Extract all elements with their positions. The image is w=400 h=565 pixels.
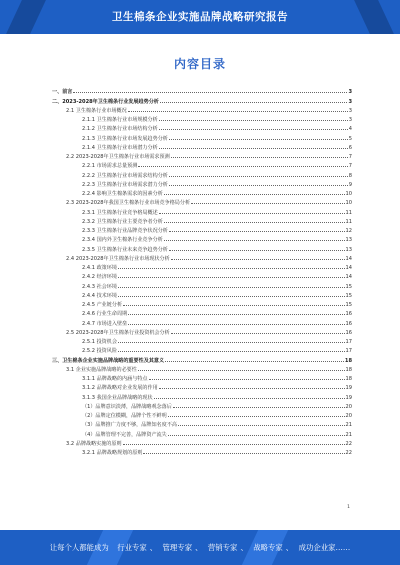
toc-entry-title: 2.3.3 卫生棉条行业品牌竞争状况分析 [82, 228, 168, 234]
toc-entry-page: 20 [345, 413, 352, 419]
toc-entry-title: 2.3.5 卫生棉条行业未来竞争趋势分析 [82, 246, 168, 253]
toc-entry-title: 二、2023-2028年卫生棉条行业发展趋势分析 [52, 98, 159, 105]
toc-entry-page: 4 [348, 126, 352, 133]
toc-entry-page: 21 [345, 422, 352, 429]
toc-entry-title: 一、前言 [52, 89, 73, 96]
toc-dot-leader [169, 176, 348, 177]
toc-dot-leader [159, 148, 348, 149]
toc-heading: 内容目录 [173, 57, 226, 71]
toc-entry[interactable] [52, 95, 352, 104]
toc-entry-title: 2.1 卫生棉条行业市场概况 [66, 107, 127, 114]
toc-dot-leader [128, 324, 344, 325]
toc-dot-leader [123, 305, 344, 306]
toc-entry[interactable] [52, 327, 352, 336]
toc-entry-page: 11 [345, 218, 352, 225]
toc-dot-leader [118, 277, 345, 278]
toc-entry-title: 2.1.3 卫生棉条行业市场发展趋势分析 [82, 135, 168, 142]
toc-entry-title: （1）品牌意识淡薄，品牌战略观念落后 [82, 403, 172, 410]
toc-entry-page: 5 [348, 135, 352, 142]
toc-dot-leader [118, 268, 345, 269]
toc-entry[interactable] [52, 188, 352, 197]
toc-entry-page: 18 [345, 376, 352, 382]
table-of-contents [52, 86, 352, 456]
toc-entry[interactable] [52, 225, 352, 234]
toc-entry[interactable] [52, 410, 352, 419]
toc-entry-title: 2.4.3 社会环境 [82, 283, 117, 290]
toc-entry-page: 11 [345, 209, 352, 216]
toc-entry-page: 19 [345, 385, 352, 392]
toc-entry-title: 3.1.2 品牌战略对企业发展的作用 [82, 385, 158, 392]
toc-entry-title: 2.3.2 卫生棉条行业主要竞争者分析 [82, 218, 163, 225]
toc-entry-page: 16 [345, 320, 352, 327]
toc-entry-page: 8 [348, 172, 352, 179]
toc-dot-leader [173, 407, 345, 408]
toc-dot-leader [128, 314, 344, 315]
report-title: 卫生棉条企业实施品牌战略研究报告 [112, 11, 288, 23]
toc-dot-leader [171, 157, 348, 158]
toc-dot-leader [165, 361, 344, 362]
footer-banner [0, 530, 400, 565]
toc-dot-leader [149, 379, 345, 380]
toc-entry-title: 2.4.2 经济环境 [82, 274, 117, 281]
toc-entry-page: 22 [345, 450, 352, 456]
toc-entry-page: 3 [348, 89, 352, 96]
toc-dot-leader [159, 213, 345, 214]
toc-entry-title: 3.2.1 品牌战略规划的原则 [82, 450, 143, 456]
toc-entry-page: 3 [348, 117, 352, 123]
page-number: 1 [347, 505, 350, 510]
toc-entry-title: 2.4.1 政策环境 [82, 265, 117, 271]
toc-entry-page: 6 [348, 144, 352, 151]
toc-entry-page: 3 [348, 107, 352, 114]
toc-entry[interactable] [52, 308, 352, 317]
toc-entry[interactable] [52, 345, 352, 354]
toc-dot-leader [164, 222, 345, 223]
toc-entry-title: 2.4.7 市场进入壁垒 [82, 320, 128, 327]
toc-dot-leader [138, 370, 345, 371]
toc-entry-title: 3.2 品牌战略实施的原则 [66, 440, 122, 447]
footer-slogan: 让每个人都能成为 行业专家 、 管理专家 、 营销专家 、 战略专家 、 成功企业家…… [49, 543, 351, 552]
toc-entry[interactable] [52, 234, 352, 243]
toc-dot-leader [118, 342, 345, 343]
toc-dot-leader [143, 453, 344, 454]
toc-entry-title: （4）品牌管理不完善，品牌资产流失 [82, 431, 167, 438]
toc-dot-leader [178, 425, 345, 426]
toc-entry-title: 3.1.1 品牌战略的内涵与特点 [82, 376, 148, 382]
toc-dot-leader [160, 102, 348, 103]
toc-entry[interactable] [52, 206, 352, 215]
toc-entry-title: （2）品牌定位模糊，品牌个性不鲜明 [82, 413, 167, 419]
toc-entry-title: 2.2.2 卫生棉条行业市场需求结构分析 [82, 172, 168, 179]
toc-entry-title: 2.2.1 市场需求总量预测 [82, 163, 138, 170]
toc-entry-page: 22 [345, 440, 352, 447]
toc-entry-title: 3.1 企业实施品牌战略的必要性 [66, 366, 137, 373]
toc-dot-leader [73, 92, 347, 93]
toc-dot-leader [171, 333, 345, 334]
toc-entry[interactable] [52, 160, 352, 169]
toc-entry[interactable] [52, 428, 352, 437]
toc-entry-title: 3.1.3 我国企业品牌战略的现状 [82, 394, 153, 401]
toc-entry[interactable] [52, 262, 352, 271]
toc-dot-leader [159, 129, 348, 130]
toc-entry-title: 2.2 2023-2028年卫生棉条行业市场需求预测 [66, 154, 170, 160]
toc-entry[interactable] [52, 123, 352, 132]
toc-entry-title: 2.4.6 行业生命周期 [82, 311, 128, 318]
toc-entry[interactable] [52, 336, 352, 345]
footer-lead: 让每个人都能成为 [49, 543, 109, 552]
toc-dot-leader [168, 435, 345, 436]
toc-entry-page: 18 [345, 366, 352, 373]
toc-entry-page: 14 [345, 265, 352, 271]
toc-entry[interactable] [52, 179, 352, 188]
toc-entry-page: 15 [345, 283, 352, 290]
toc-entry-title: 2.2.4 影响卫生棉条需求的因素分析 [82, 191, 163, 197]
toc-entry-page: 3 [348, 98, 352, 105]
toc-entry[interactable] [52, 151, 352, 160]
toc-entry-title: 2.3.4 国内外卫生棉条行业竞争分析 [82, 237, 163, 244]
toc-dot-leader [159, 120, 348, 121]
toc-dot-leader [169, 231, 345, 232]
toc-entry-page: 16 [345, 311, 352, 318]
toc-dot-leader [169, 139, 348, 140]
toc-entry[interactable] [52, 373, 352, 382]
footer-item: 战略专家 [253, 543, 283, 552]
toc-entry[interactable] [52, 438, 352, 447]
toc-entry[interactable] [52, 447, 352, 456]
toc-entry-page: 7 [348, 154, 352, 160]
toc-entry-title: 2.5.2 投资风险 [82, 348, 117, 355]
toc-entry-page: 13 [345, 237, 352, 244]
toc-entry-page: 17 [345, 339, 352, 345]
toc-entry-page: 10 [345, 191, 352, 197]
toc-entry-page: 17 [345, 348, 352, 355]
toc-entry-page: 14 [345, 255, 352, 262]
toc-dot-leader [118, 287, 345, 288]
toc-entry-page: 18 [344, 357, 352, 364]
toc-entry-title: 2.3 2023-2028年我国卫生棉条行业市场竞争格局分析 [66, 200, 191, 207]
toc-entry[interactable] [52, 419, 352, 428]
toc-entry[interactable] [52, 114, 352, 123]
toc-entry-page: 10 [345, 200, 352, 207]
toc-entry[interactable] [52, 243, 352, 252]
toc-entry[interactable] [52, 401, 352, 410]
toc-entry[interactable] [52, 105, 352, 114]
toc-entry[interactable] [52, 364, 352, 373]
toc-entry-title: 2.5.1 投资机会 [82, 339, 117, 345]
toc-entry[interactable] [52, 299, 352, 308]
footer-item: 成功企业家…… [298, 543, 351, 552]
toc-entry-page: 7 [348, 163, 352, 170]
toc-entry-title: 2.1.1 卫生棉条行业市场规模分析 [82, 117, 158, 123]
toc-entry-title: 2.4.4 技术环境 [82, 292, 117, 299]
toc-entry[interactable] [52, 253, 352, 262]
toc-dot-leader [164, 240, 345, 241]
footer-item: 行业专家 [117, 543, 147, 552]
toc-entry-page: 13 [345, 246, 352, 253]
toc-dot-leader [171, 259, 345, 260]
toc-entry-page: 19 [345, 394, 352, 401]
toc-entry[interactable] [52, 216, 352, 225]
toc-entry-page: 21 [345, 431, 352, 438]
toc-entry-title: 2.2.3 卫生棉条行业市场需求潜力分析 [82, 181, 168, 188]
toc-entry-title: 三、卫生棉条企业实施品牌战略的重要性及其意义 [52, 357, 165, 364]
toc-entry[interactable] [52, 290, 352, 299]
toc-entry-title: 2.4 2023-2028年卫生棉条行业市场现状分析 [66, 255, 170, 262]
toc-dot-leader [169, 250, 345, 251]
toc-dot-leader [168, 416, 345, 417]
toc-entry[interactable] [52, 354, 352, 363]
toc-entry[interactable] [52, 142, 352, 151]
toc-dot-leader [128, 111, 348, 112]
toc-dot-leader [154, 398, 345, 399]
toc-entry-page: 14 [345, 274, 352, 281]
toc-entry[interactable] [52, 391, 352, 400]
toc-dot-leader [118, 351, 345, 352]
toc-entry-page: 12 [345, 228, 352, 234]
toc-dot-leader [118, 296, 345, 297]
toc-dot-leader [159, 388, 345, 389]
toc-entry[interactable] [52, 197, 352, 206]
toc-entry[interactable] [52, 317, 352, 326]
toc-entry-title: 2.1.2 卫生棉条行业市场结构分析 [82, 126, 158, 133]
toc-dot-leader [123, 444, 345, 445]
toc-entry-page: 15 [345, 292, 352, 299]
toc-entry[interactable] [52, 169, 352, 178]
toc-entry-title: （3）品牌推广力度不够，品牌知名度不高 [82, 422, 177, 429]
toc-entry[interactable] [52, 132, 352, 141]
toc-entry-title: 2.5 2023-2028年卫生棉条行业投资机会分析 [66, 329, 170, 336]
toc-entry-title: 2.1.4 卫生棉条行业市场潜力分析 [82, 144, 158, 151]
toc-entry[interactable] [52, 280, 352, 289]
toc-dot-leader [164, 194, 345, 195]
toc-entry-page: 16 [345, 329, 352, 336]
toc-dot-leader [138, 166, 347, 167]
report-header [0, 0, 400, 34]
toc-entry[interactable] [52, 86, 352, 95]
toc-entry-page: 15 [345, 302, 352, 308]
toc-entry-title: 2.4.5 产业链分析 [82, 302, 123, 308]
footer-item: 营销专家 [207, 543, 238, 552]
toc-entry[interactable] [52, 271, 352, 280]
toc-entry-title: 2.3.1 卫生棉条行业竞争格局概述 [82, 209, 158, 216]
footer-item: 管理专家 [162, 543, 193, 552]
toc-entry[interactable] [52, 382, 352, 391]
toc-dot-leader [191, 203, 344, 204]
toc-entry-page: 20 [345, 403, 352, 410]
toc-dot-leader [169, 185, 348, 186]
toc-entry-page: 9 [348, 181, 352, 188]
